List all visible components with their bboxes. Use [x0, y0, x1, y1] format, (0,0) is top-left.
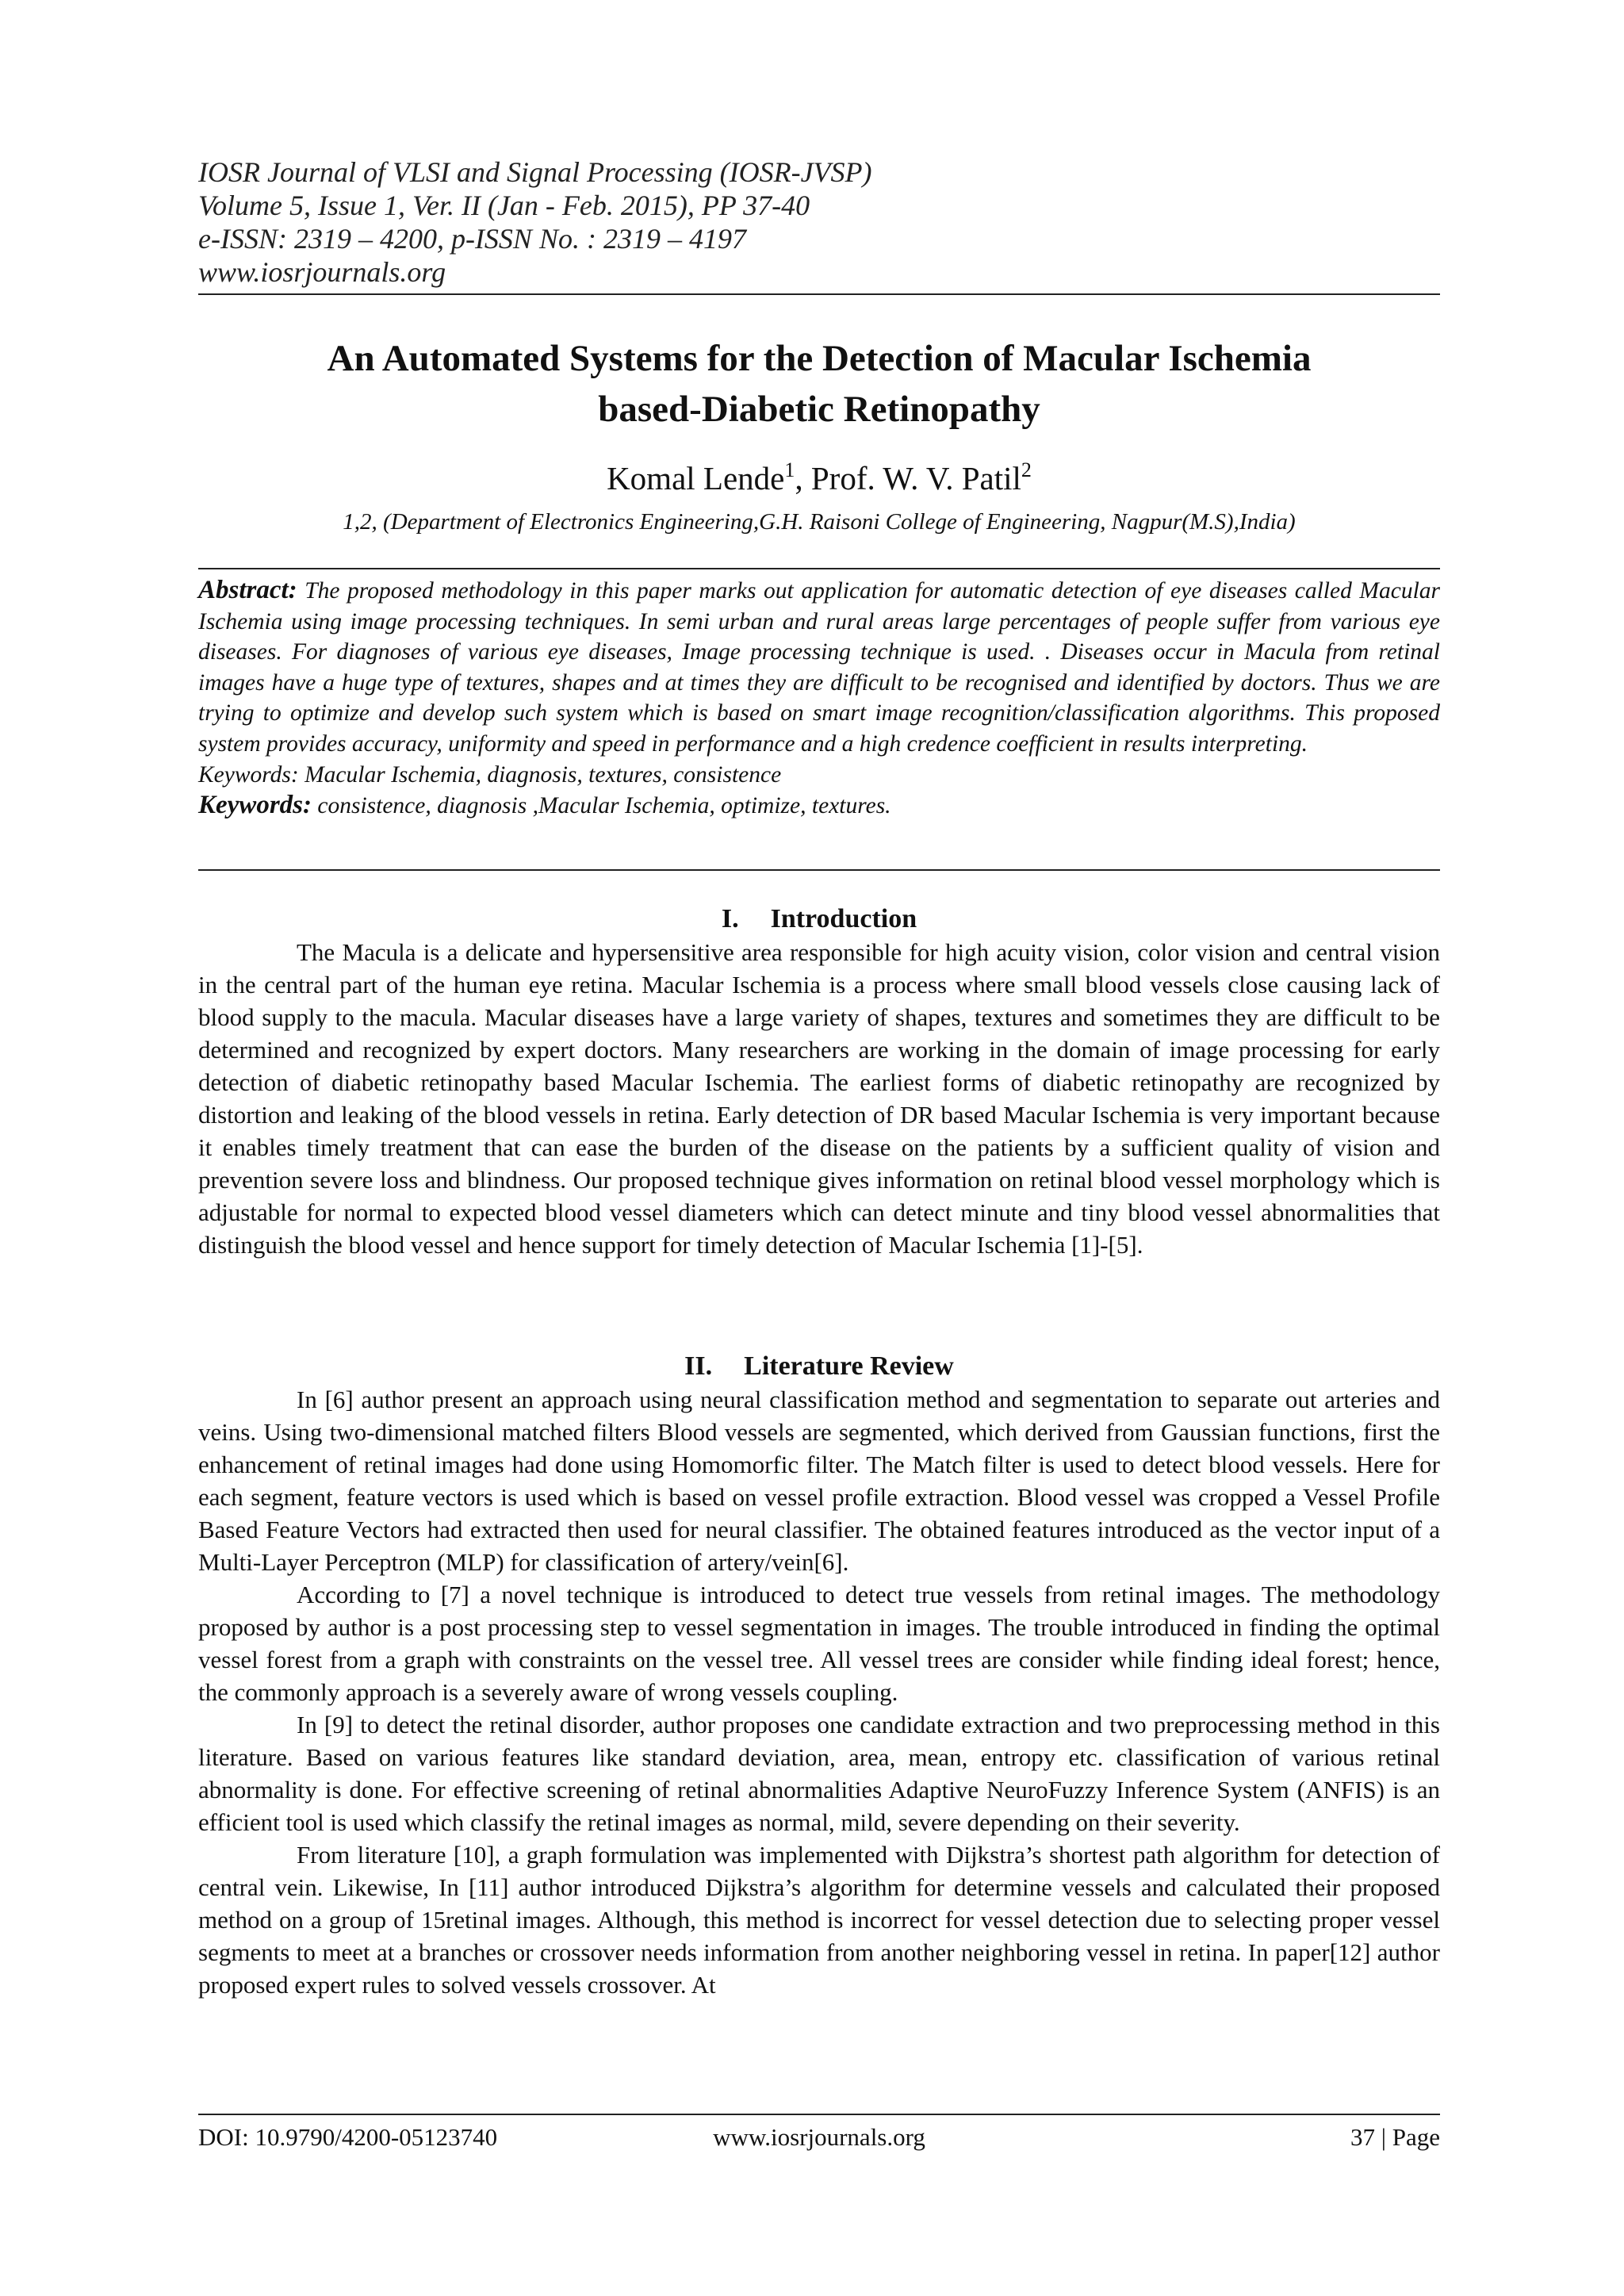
keywords-text: consistence, diagnosis ,Macular Ischemia, optimize, textures. — [312, 793, 891, 819]
author-2-affil-mark: 2 — [1021, 458, 1032, 481]
lit-paragraph-2: According to [7] a novel technique is introduced to detect true vessels from retinal images. The methodology proposed by author is a post processing step to vessel segmentation in images. The trouble introduced in finding the optimal vessel forest from a graph with constraints on the vessel tree. All vessel trees are consider while finding ideal forest; hence, the commonly approach is a severely aware of wrong vessels coupling. — [198, 1581, 1440, 1706]
intro-paragraph-1: The Macula is a delicate and hypersensitive area responsible for high acuity vision, color vision and central vision in the central part of the human eye retina. Macular Ischemia is a process where small blood vessels close causing lack of blood supply to the macula. Macular diseases have a large variety of shapes, textures and sometimes they are difficult to be determined and recognized by expert doctors. Many researchers are working in the domain of image processing for early detection of diabetic retinopathy based Macular Ischemia. The earliest forms of diabetic retinopathy are recognized by distortion and leaking of the blood vessels in retina. Early detection of DR based Macular Ischemia is very important because it enables timely treatment that can ease the burden of the disease on the patients by a sufficient quality of vision and prevention severe loss and blindness. Our proposed technique gives information on retinal blood vessel morphology which is adjustable for normal to expected blood vessel diameters which can detect minute and tiny blood vessel abnormalities that distinguish the blood vessel and hence support for timely detection of Macular Ischemia [1]-[5]. — [198, 938, 1440, 1259]
footer-site[interactable]: www.iosrjournals.org — [713, 2123, 925, 2151]
keywords-plain: Keywords: Macular Ischemia, diagnosis, textures, consistence — [198, 761, 782, 788]
journal-header — [198, 155, 1440, 289]
header-rule — [198, 293, 1440, 295]
abstract-paragraph — [198, 575, 1440, 760]
author-1-affil-mark: 1 — [784, 458, 795, 481]
abstract-block — [198, 575, 1440, 822]
keywords-label: Keywords: — [198, 791, 312, 820]
journal-volume: Volume 5, Issue 1, Ver. II (Jan - Feb. 2015), PP 37-40 — [198, 190, 810, 221]
section-number: I. — [721, 904, 739, 933]
section-introduction — [198, 903, 1440, 1261]
abstract-bottom-rule — [198, 869, 1440, 871]
footer-page-number: 37 | Page — [1350, 2123, 1440, 2151]
footer-rule — [198, 2114, 1440, 2115]
affiliation: 1,2, (Department of Electronics Engineering,G.H. Raisoni College of Engineering, Nagpur(M.S),India) — [343, 509, 1296, 535]
section-heading — [198, 1350, 1440, 1383]
author-separator: , — [795, 460, 811, 496]
journal-issn: e-ISSN: 2319 – 4200, p-ISSN No. : 2319 – 4197 — [198, 223, 746, 255]
abstract-label: Abstract: — [198, 576, 297, 604]
title-line-2: based-Diabetic Retinopathy — [598, 389, 1040, 430]
abstract-text: The proposed methodology in this paper marks out application for automatic detection of eye diseases called Macular Ischemia using image processing techniques. In semi urban and rural areas large percentages of people suffer from various eye diseases. For diagnoses of various eye diseases, Image processing technique is used. . Diseases occur in Macula from retinal images have a huge type of textures, shapes and at times they are difficult to be recognised and identified by doctors. Thus we are trying to optimize and develop such system which is based on smart image recognition/classification algorithms. This proposed system provides accuracy, uniformity and speed in performance and a high credence coefficient in results interpreting. — [198, 578, 1440, 757]
section-number: II. — [684, 1351, 713, 1381]
lit-paragraph-4: From literature [10], a graph formulation was implemented with Dijkstra’s shortest path algorithm for detection of central vein. Likewise, In [11] author introduced Dijkstra’s algorithm for determine vessels and calculated their proposed method on a group of 15retinal images. Although, this method is incorrect for vessel detection due to selecting proper vessel segments to meet at a branches or crossover needs information from another neighboring vessel in retina. In paper[12] author proposed expert rules to solved vessels crossover. At — [198, 1841, 1440, 1999]
journal-url[interactable]: www.iosrjournals.org — [198, 256, 446, 288]
paper-title — [198, 333, 1440, 435]
section-title: Introduction — [770, 904, 917, 933]
section-heading — [198, 903, 1440, 936]
section-title: Literature Review — [744, 1351, 954, 1381]
keywords-line — [198, 790, 1440, 822]
journal-name: IOSR Journal of VLSI and Signal Processing (IOSR-JVSP) — [198, 156, 872, 188]
abstract-top-rule — [198, 568, 1440, 569]
author-2: Prof. W. V. Patil — [810, 460, 1021, 496]
lit-paragraph-1: In [6] author present an approach using neural classification method and segmentation to separate out arteries and veins. Using two-dimensional matched filters Blood vessels are segmented, which derived from Gaussian functions, first the enhancement of retinal images had done using Homomorfic filter. The Match filter is used to detect blood vessels. Here for each segment, feature vectors is used which is based on vessel profile extraction. Blood vessel was cropped a Vessel Profile Based Feature Vectors had extracted then used for neural classifier. The obtained features introduced as the vector input of a Multi-Layer Perceptron (MLP) for classification of artery/vein[6]. — [198, 1386, 1440, 1576]
footer-doi[interactable]: DOI: 10.9790/4200-05123740 — [198, 2123, 498, 2151]
lit-paragraph-3: In [9] to detect the retinal disorder, author proposes one candidate extraction and two preprocessing method in this literature. Based on various features like standard deviation, area, mean, entropy etc. classification of various retinal abnormality is done. For effective screening of retinal abnormalities Adaptive NeuroFuzzy Inference System (ANFIS) is an efficient tool is used which classify the retinal images as normal, mild, severe depending on their severity. — [198, 1711, 1440, 1836]
section-literature-review — [198, 1350, 1440, 2001]
author-list — [198, 458, 1440, 498]
title-line-1: An Automated Systems for the Detection of Macular Ischemia — [327, 338, 1312, 379]
author-1: Komal Lende — [607, 460, 785, 496]
